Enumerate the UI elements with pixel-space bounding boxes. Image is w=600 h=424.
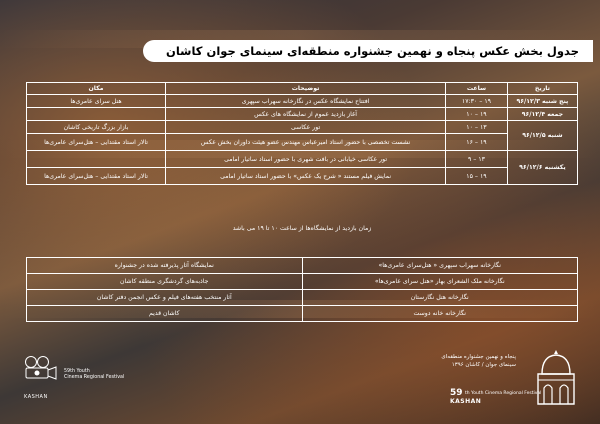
table-row	[27, 290, 578, 306]
cell-time: ۱۹ – ۱۷:۳۰	[446, 95, 508, 108]
logo-right-city: KASHAN	[450, 398, 482, 405]
cell-date: جمعه ۹۶/۱۲/۴	[507, 108, 577, 121]
table-row	[27, 274, 578, 290]
gallery-name: نگارخانه ملک الشعرای بهار «هتل سرای عامری‌ها»	[302, 274, 578, 290]
title-bar	[143, 40, 593, 62]
cell-desc: آغاز بازدید عموم از نمایشگاه های عکس	[166, 108, 446, 121]
table-row	[27, 168, 578, 185]
header-desc: توضیحات	[166, 83, 446, 95]
logo-right-en: th Youth Cinema Regional Festival	[465, 391, 542, 396]
cell-place: تالار استاد مقتدایی – هتل‌سرای عامری‌ها	[27, 134, 166, 151]
table-row	[27, 108, 578, 121]
logo-right-fa-line2: سینمای جوان / کاشان ۱۳۹۶	[451, 362, 516, 368]
festival-logo-right	[432, 348, 582, 410]
logo-left-city: KASHAN	[24, 394, 48, 400]
cell-time: ۱۹ – ۱۵	[446, 168, 508, 185]
cell-date: شنبه ۹۶/۱۲/۵	[507, 121, 577, 151]
cell-desc: نشست تخصصی با حضور استاد امیرعباس مهندس عضو هیئت داوران بخش عکس	[166, 134, 446, 151]
visiting-hours-note: زمان بازدید از نمایشگاه‌ها از ساعت ۱۰ تا ۱۹ می باشد	[232, 225, 372, 232]
cell-place: بازار بزرگ تاریخی کاشان	[27, 121, 166, 134]
cell-time: ۱۹ – ۱۰	[446, 108, 508, 121]
logo-left-line1: 59th Youth	[64, 369, 90, 374]
logo-left-text	[64, 369, 124, 381]
cell-time: ۱۳ – ۱۰	[446, 121, 508, 134]
gallery-name: نگارخانه هتل نگارستان	[302, 290, 578, 306]
cell-date: پنج شنبه ۹۶/۱۲/۳	[507, 95, 577, 108]
header-place: مکان	[27, 83, 166, 95]
table-row	[27, 134, 578, 151]
cell-time: ۱۹ – ۱۶	[446, 134, 508, 151]
cell-time: ۱۳ – ۹	[446, 151, 508, 168]
logo-right-fa-line1: پنجاه و نهمین جشنواره منطقه‌ای	[441, 354, 516, 360]
cell-place: هتل سرای عامری‌ها	[27, 95, 166, 108]
table-row	[27, 121, 578, 134]
cell-place	[27, 108, 166, 121]
table-header-row	[27, 83, 578, 95]
gallery-name: نگارخانه سهراب سپهری « هتل‌سرای عامری‌ها»	[302, 258, 578, 274]
gallery-exhibit: آثار منتخب هفته‌های فیلم و عکس انجمن دفتر کاشان	[27, 290, 303, 306]
gallery-exhibit: جاذبه‌های گردشگری منطقه کاشان	[27, 274, 303, 290]
festival-logo-left	[22, 355, 132, 405]
galleries-table	[26, 257, 578, 322]
gallery-name: نگارخانه خانه دوست	[302, 306, 578, 322]
cell-date: یکشنبه ۹۶/۱۲/۶	[507, 151, 577, 185]
logo-right-number: 59	[450, 388, 463, 398]
table-row	[27, 306, 578, 322]
header-date: تاریخ	[507, 83, 577, 95]
logo-left-line2: Cinema Regional Festival	[64, 375, 125, 380]
table-row	[27, 258, 578, 274]
header-time: ساعت	[446, 83, 508, 95]
table-row	[27, 151, 578, 168]
schedule-table	[26, 82, 578, 185]
table-row	[27, 95, 578, 108]
cell-desc: تور عکاسی خیابانی در بافت شهری با حضور استاد ساتیار امامی	[166, 151, 446, 168]
gallery-exhibit: نمایشگاه آثار پذیرفته شده در جشنواره	[27, 258, 303, 274]
page-title: جدول بخش عکس پنجاه و نهمین جشنواره منطقه‌ای سینمای جوان کاشان	[166, 44, 579, 58]
cell-place: تالار استاد مقتدایی – هتل‌سرای عامری‌ها	[27, 168, 166, 185]
cell-place	[27, 151, 166, 168]
dome-building-icon	[532, 348, 580, 408]
cell-desc: نمایش فیلم مستند « شرح یک عکس» با حضور استاد ساتیار امامی	[166, 168, 446, 185]
cell-desc: تور عکاسی	[166, 121, 446, 134]
gallery-exhibit: کاشان قدیم	[27, 306, 303, 322]
cell-desc: افتتاح نمایشگاه عکس در نگارخانه سهراب سپهری	[166, 95, 446, 108]
